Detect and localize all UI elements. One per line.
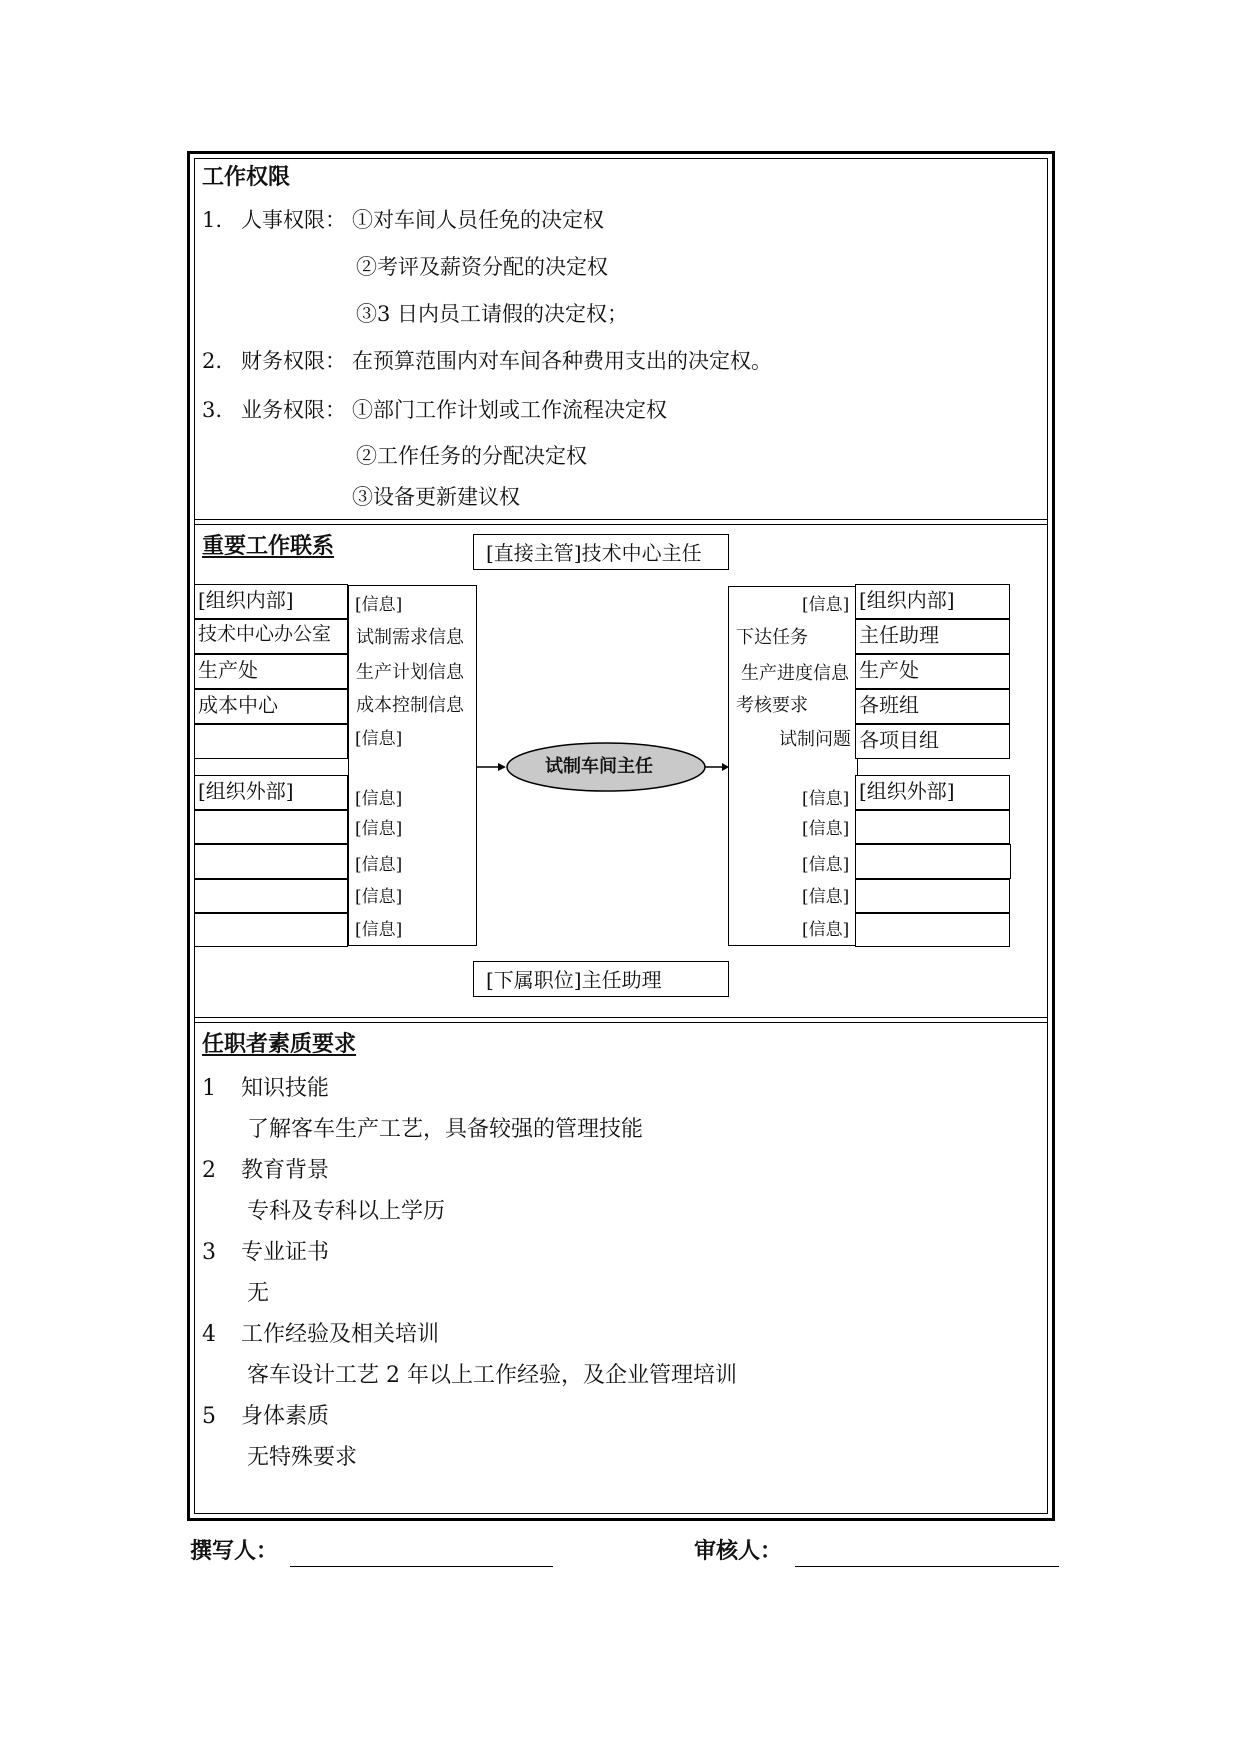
- right-external-info: [信息]: [802, 819, 850, 839]
- authority-title: 工作权限: [202, 165, 291, 190]
- left-external-row: [194, 844, 348, 879]
- qualification-number: 1: [202, 1076, 216, 1101]
- qualification-number: 4: [202, 1322, 216, 1347]
- right-info-item: 生产进度信息: [741, 663, 849, 684]
- qualification-number: 2: [202, 1158, 216, 1183]
- qualification-number: 5: [202, 1404, 216, 1429]
- authority-item-line: ②考评及薪资分配的决定权: [356, 255, 608, 279]
- qualification-detail: 客车设计工艺 2 年以上工作经验，及企业管理培训: [247, 1363, 737, 1388]
- writer-signature-line[interactable]: [290, 1566, 553, 1567]
- left-internal-row: 成本中心: [194, 689, 348, 724]
- authority-item-line: ③设备更新建议权: [352, 485, 520, 509]
- qualification-label: 教育背景: [241, 1158, 330, 1183]
- left-info-item: 试制需求信息: [356, 627, 464, 648]
- authority-item-number: 3.: [202, 398, 223, 422]
- right-internal-row: 各项目组: [855, 724, 1010, 759]
- left-external-row: [194, 913, 348, 947]
- right-info-item: 试制问题: [779, 729, 851, 750]
- section-divider: [194, 519, 1048, 520]
- qualification-detail: 了解客车生产工艺，具备较强的管理技能: [247, 1117, 644, 1142]
- left-external-info: [信息]: [355, 789, 403, 809]
- right-info-header: [信息]: [802, 595, 850, 615]
- right-external-info: [信息]: [802, 789, 850, 809]
- qualification-label: 工作经验及相关培训: [241, 1322, 440, 1347]
- right-external-info: [信息]: [802, 887, 850, 907]
- authority-item-line: ③3 日内员工请假的决定权；: [356, 302, 629, 326]
- right-external-info: [信息]: [802, 920, 850, 940]
- supervisor-label: [直接主管]技术中心主任: [486, 541, 702, 565]
- qualification-detail: 无: [247, 1281, 270, 1306]
- authority-item-line: 在预算范围内对车间各种费用支出的决定权。: [352, 349, 772, 373]
- right-info-item: 考核要求: [736, 695, 808, 716]
- qualification-label: 身体素质: [241, 1404, 330, 1429]
- right-external-row: [855, 913, 1010, 947]
- right-internal-row: 生产处: [855, 654, 1010, 689]
- left-info-item: 生产计划信息: [356, 662, 464, 683]
- subordinate-box: [473, 961, 729, 997]
- left-external-info: [信息]: [355, 819, 403, 839]
- left-internal-row: 生产处: [194, 654, 348, 689]
- right-external-header: [组织外部]: [855, 775, 1010, 810]
- qualification-label: 专业证书: [241, 1240, 330, 1265]
- left-external-row: [194, 879, 348, 913]
- right-external-row: [855, 844, 1011, 879]
- section-divider: [194, 1017, 1048, 1018]
- left-internal-header: [组织内部]: [194, 584, 348, 619]
- left-external-header: [组织外部]: [194, 775, 348, 810]
- left-info-item: 成本控制信息: [356, 695, 464, 716]
- left-external-info: [信息]: [355, 920, 403, 940]
- right-internal-row: 主任助理: [855, 619, 1010, 654]
- left-external-info: [信息]: [355, 855, 403, 875]
- reviewer-label: 审核人：: [694, 1539, 783, 1564]
- qualification-number: 3: [202, 1240, 216, 1265]
- supervisor-box: [473, 534, 729, 570]
- authority-item-number: 1.: [202, 208, 223, 232]
- authority-item-line: ①部门工作计划或工作流程决定权: [352, 398, 667, 422]
- relations-title: 重要工作联系: [202, 534, 335, 559]
- left-info-item: [信息]: [355, 729, 403, 749]
- right-arrow-head: [722, 763, 729, 771]
- section-divider: [194, 1022, 1048, 1023]
- center-position-label: 试制车间主任: [545, 756, 653, 777]
- authority-item-label: 人事权限：: [241, 208, 346, 232]
- authority-item-number: 2.: [202, 349, 223, 373]
- reviewer-signature-line[interactable]: [795, 1566, 1059, 1567]
- authority-item-label: 财务权限：: [241, 349, 346, 373]
- right-info-item: 下达任务: [736, 627, 808, 648]
- writer-label: 撰写人：: [190, 1539, 279, 1564]
- right-internal-row: 各班组: [855, 689, 1010, 724]
- section-divider: [194, 524, 1048, 525]
- right-internal-header: [组织内部]: [855, 584, 1010, 619]
- authority-item-line: ②工作任务的分配决定权: [356, 444, 587, 468]
- right-external-row: [855, 879, 1010, 913]
- left-internal-row: 技术中心办公室: [194, 619, 348, 654]
- authority-item-line: ①对车间人员任免的决定权: [352, 208, 604, 232]
- right-external-row: [855, 810, 1010, 844]
- qualifications-title: 任职者素质要求: [202, 1032, 357, 1057]
- qualification-label: 知识技能: [241, 1076, 330, 1101]
- right-external-info: [信息]: [802, 855, 850, 875]
- subordinate-label: [下属职位]主任助理: [486, 968, 662, 992]
- left-info-header: [信息]: [355, 595, 403, 615]
- left-external-row: [194, 810, 348, 844]
- left-internal-row: [194, 724, 348, 759]
- authority-item-label: 业务权限：: [241, 398, 346, 422]
- qualification-detail: 专科及专科以上学历: [247, 1199, 446, 1224]
- qualification-detail: 无特殊要求: [247, 1445, 358, 1470]
- left-external-info: [信息]: [355, 887, 403, 907]
- left-arrow-head: [498, 763, 506, 771]
